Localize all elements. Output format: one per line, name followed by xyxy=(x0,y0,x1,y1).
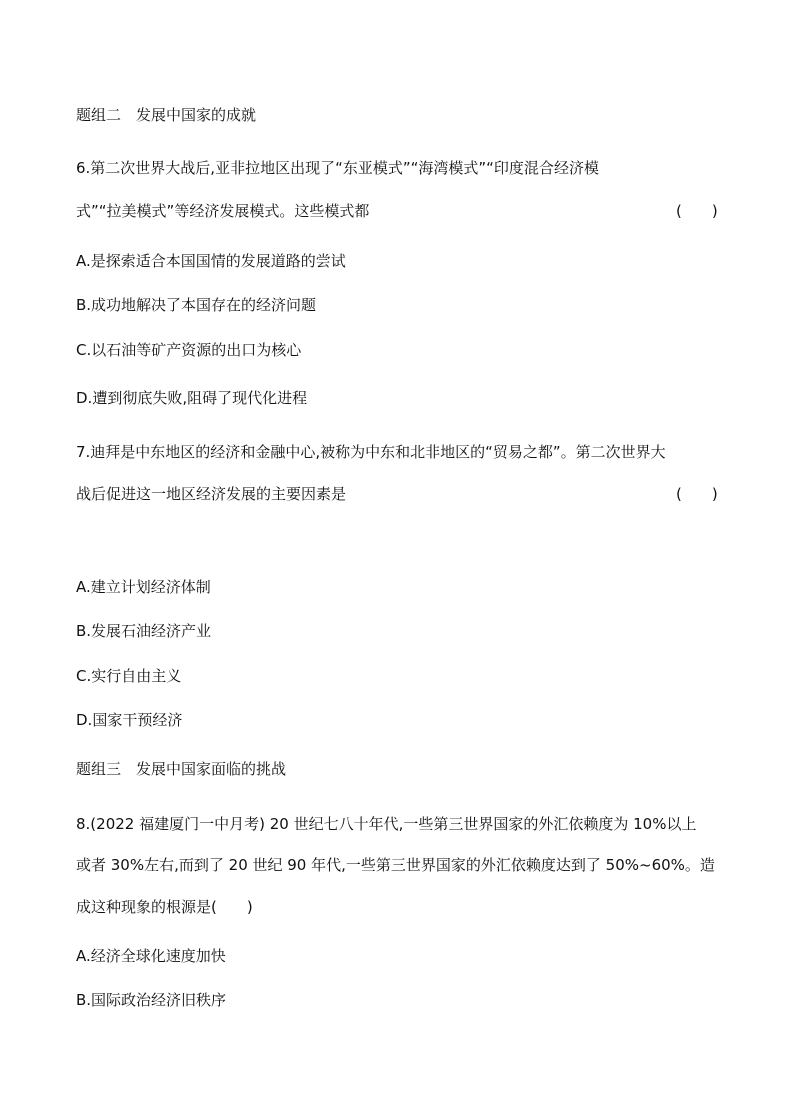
question-7-option-b: B.发展石油经济产业 xyxy=(76,622,212,640)
question-6-option-c: C.以石油等矿产资源的出口为核心 xyxy=(76,341,302,359)
question-6-stem-line-1: 6.第二次世界大战后,亚非拉地区出现了“东亚模式”“海湾模式”“印度混合经济模 xyxy=(76,159,599,177)
question-6-option-a: A.是探索适合本国国情的发展道路的尝试 xyxy=(76,252,346,270)
question-8-stem-line-1: 8.(2022 福建厦门一中月考) 20 世纪七八十年代,一些第三世界国家的外汇依赖度为 10%以上 xyxy=(76,815,697,833)
section-title-group-2: 题组二 发展中国家的成就 xyxy=(76,106,257,124)
question-7-answer-paren: ( ) xyxy=(676,485,718,503)
question-7-option-d: D.国家干预经济 xyxy=(76,711,183,729)
section-title-group-3: 题组三 发展中国家面临的挑战 xyxy=(76,760,287,778)
question-7-stem-line-1: 7.迪拜是中东地区的经济和金融中心,被称为中东和北非地区的“贸易之都”。第二次世界大 xyxy=(76,443,666,461)
question-7-stem-line-2: 战后促进这一地区经济发展的主要因素是 xyxy=(76,485,347,503)
question-6-option-d: D.遭到彻底失败,阻碍了现代化进程 xyxy=(76,389,308,407)
question-8-option-b: B.国际政治经济旧秩序 xyxy=(76,991,227,1009)
question-7-option-a: A.建立计划经济体制 xyxy=(76,578,211,596)
question-6-option-b: B.成功地解决了本国存在的经济问题 xyxy=(76,296,317,314)
question-6-answer-paren: ( ) xyxy=(676,202,718,220)
question-8-stem-line-2: 或者 30%左右,而到了 20 世纪 90 年代,一些第三世界国家的外汇依赖度达到了 50%~60%。造 xyxy=(76,856,715,874)
question-7-option-c: C.实行自由主义 xyxy=(76,667,182,685)
question-8-stem-line-3: 成这种现象的根源是( ) xyxy=(76,898,253,916)
question-8-option-a: A.经济全球化速度加快 xyxy=(76,947,226,965)
question-6-stem-line-2: 式”“拉美模式”等经济发展模式。这些模式都 xyxy=(76,202,370,220)
